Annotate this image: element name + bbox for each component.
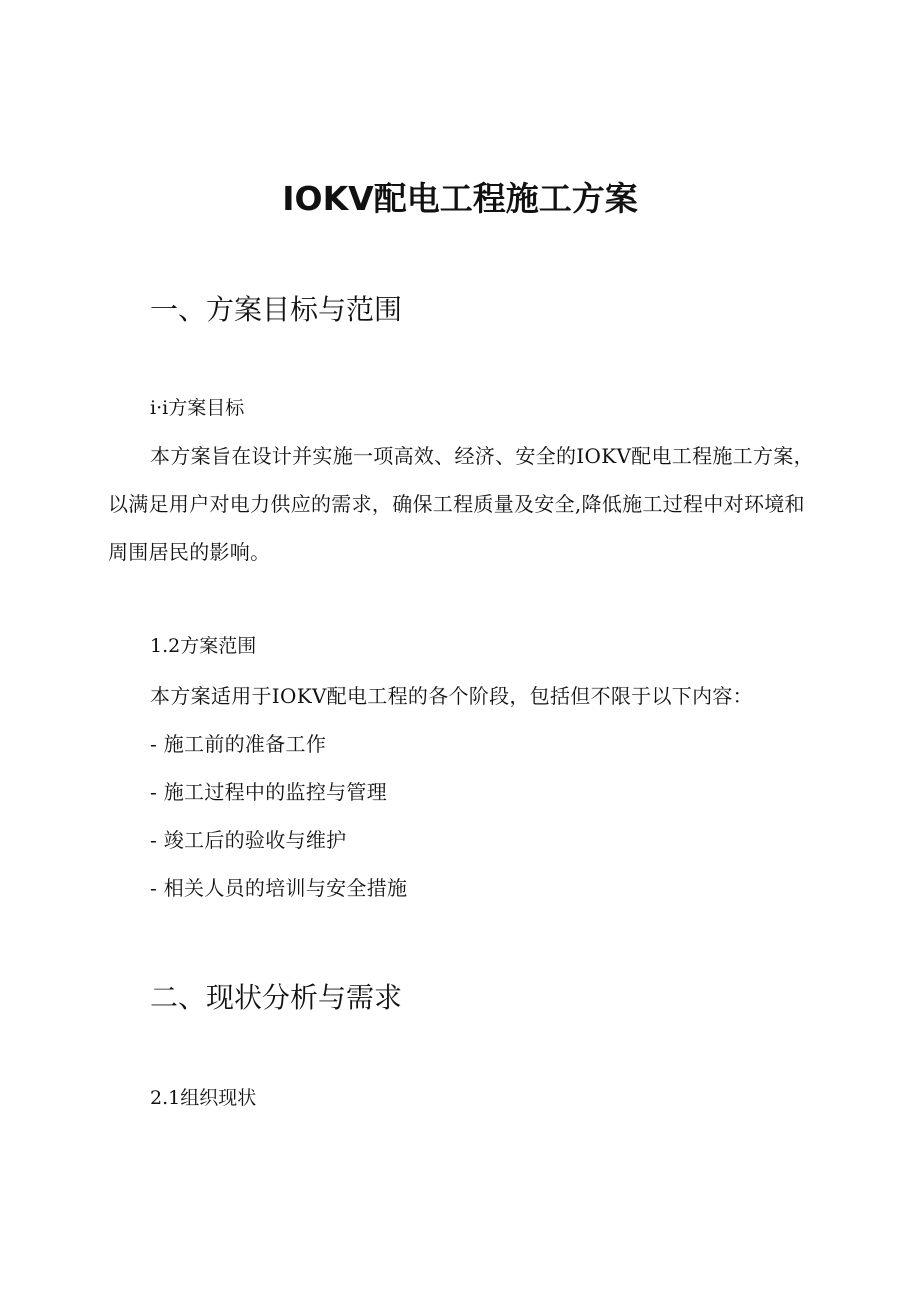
list-item: - 施工过程中的监控与管理 bbox=[150, 780, 388, 804]
list-item: - 施工前的准备工作 bbox=[150, 732, 327, 756]
list-item: - 竣工后的验收与维护 bbox=[150, 828, 347, 852]
subsection-heading-1-1: i·i方案目标 bbox=[150, 397, 245, 419]
subsection-heading-1-2: 1.2方案范围 bbox=[150, 635, 257, 657]
section-heading-2: 二、现状分析与需求 bbox=[150, 981, 403, 1014]
paragraph-1-2: 本方案适用于IOKV配电工程的各个阶段，包括但不限于以下内容： bbox=[150, 684, 753, 708]
subsection-heading-2-1: 2.1组织现状 bbox=[150, 1087, 257, 1109]
paragraph-1-1: 本方案旨在设计并实施一项高效、经济、安全的IOKV配电工程施工方案，以满足用户对电力供应的需求，确保工程质量及安全,降低施工过程中对环境和周围居民的影响。 bbox=[108, 444, 814, 564]
list-item: - 相关人员的培训与安全措施 bbox=[150, 876, 408, 900]
section-heading-1: 一、方案目标与范围 bbox=[150, 293, 403, 326]
document-title: IOKV配电工程施工方案 bbox=[282, 179, 638, 218]
